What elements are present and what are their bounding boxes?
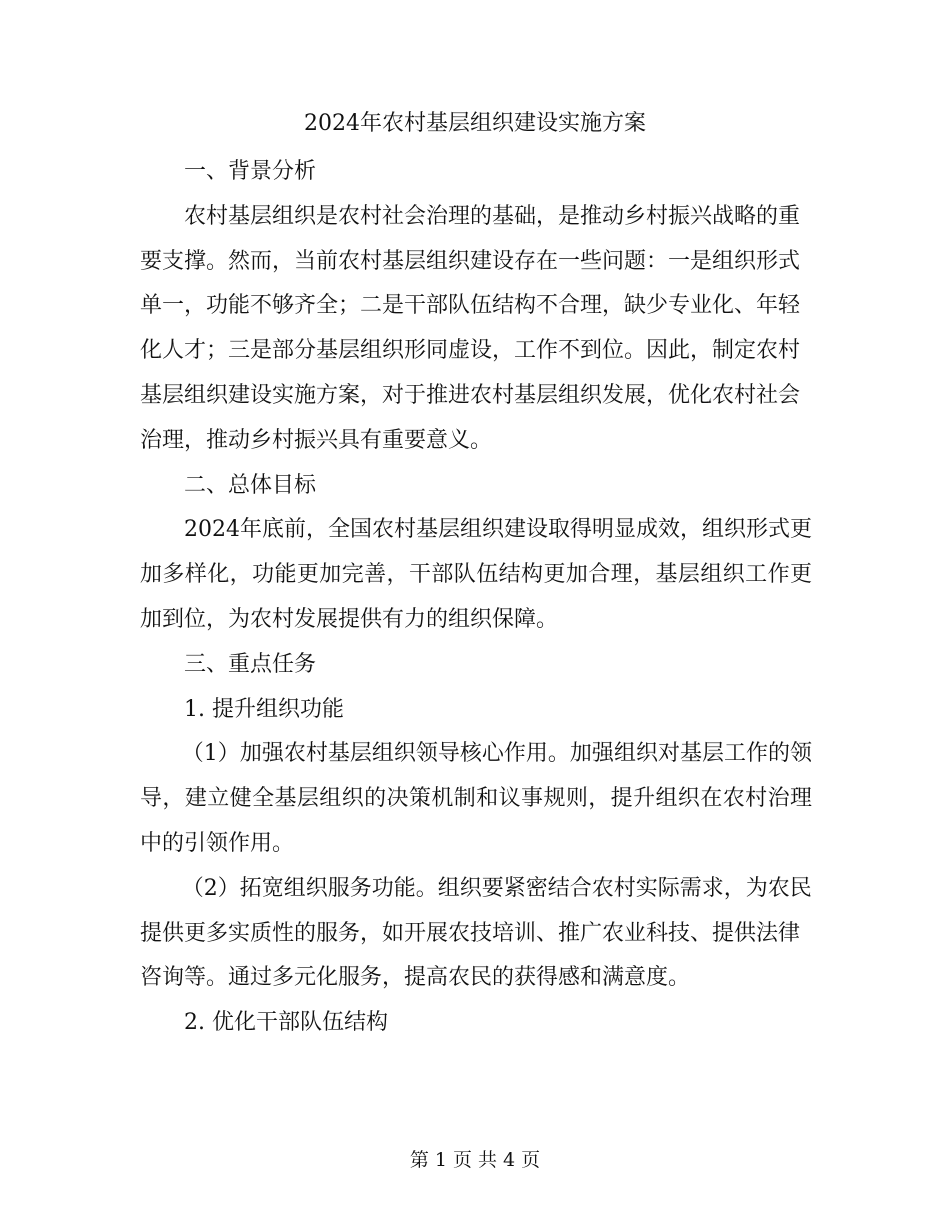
section-heading-tasks: 三、重点任务 — [184, 651, 317, 677]
document-body — [140, 150, 812, 1046]
task-heading-2: 2. 优化干部队伍结构 — [184, 1010, 388, 1036]
task-item-1-2: （2）拓宽组织服务功能。组织要紧密结合农村实际需求，为农民提供更多实质性的服务，如开展农技培训、推广农业科技、提供法律咨询等。通过多元化服务，提高农民的获得感和满意度。 — [140, 875, 812, 991]
paragraph-goals: 2024年底前，全国农村基层组织建设取得明显成效，组织形式更加多样化，功能更加完善，干部队伍结构更加合理，基层组织工作更加到位，为农村发展提供有力的组织保障。 — [140, 517, 812, 632]
section-heading-goals: 二、总体目标 — [184, 472, 317, 498]
section-heading-background: 一、背景分析 — [184, 159, 317, 184]
document-title: 2024年农村基层组织建设实施方案 — [304, 111, 646, 136]
page-footer: 第 1 页 共 4 页 — [409, 1149, 541, 1171]
task-heading-1: 1. 提升组织功能 — [184, 696, 344, 722]
task-item-1-1: （1）加强农村基层组织领导核心作用。加强组织对基层工作的领导，建立健全基层组织的决策机制和议事规则，提升组织在农村治理中的引领作用。 — [140, 741, 812, 856]
paragraph-background: 农村基层组织是农村社会治理的基础，是推动乡村振兴战略的重要支撑。然而，当前农村基层组织建设存在一些问题：一是组织形式单一，功能不够齐全；二是干部队伍结构不合理，缺少专业化、年轻化人才；三是部分基层组织形同虚设，工作不到位。因此，制定农村基层组织建设实施方案，对于推进农村基层组织发展，优化农村社会治理，推动乡村振兴具有重要意义。 — [140, 203, 801, 453]
